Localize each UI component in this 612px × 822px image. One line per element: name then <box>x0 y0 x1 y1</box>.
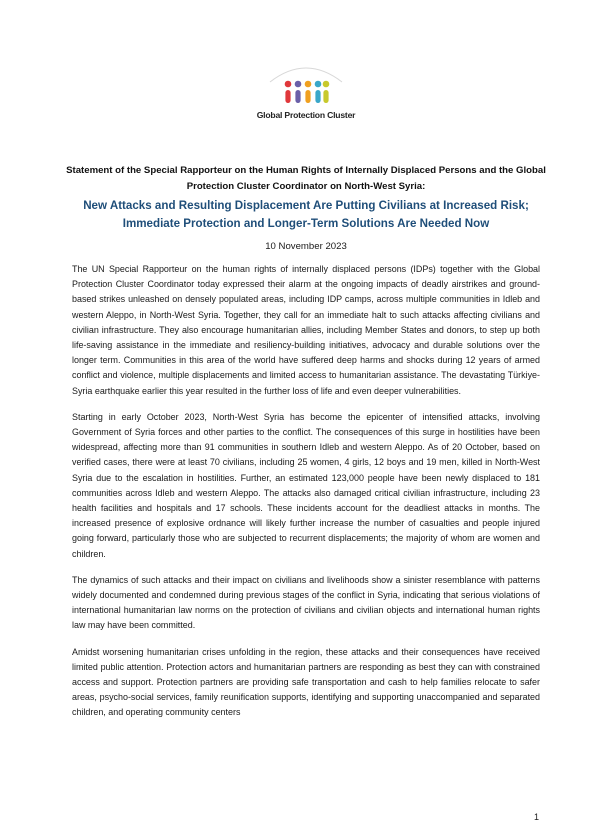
global-protection-cluster-logo <box>254 48 358 124</box>
page-number: 1 <box>534 812 540 822</box>
headline: New Attacks and Resulting Displacement Are Putting Civilians at Increased Risk; Immediate Protection and Longer-Term Solutions Are Needed Now <box>83 199 529 230</box>
paragraph: The dynamics of such attacks and their impact on civilians and livelihoods show a sinister resemblance with patterns widely documented and condemned during previous stages of the conflict in Syria, indicating that serious violations of international humanitarian law norms on the protection of civilians and civilian objects and international human rights law may have been committed. <box>72 574 540 631</box>
paragraph: Starting in early October 2023, North-West Syria has become the epicenter of intensified attacks, involving Government of Syria forces and other parties to the conflict. The consequences of this surge in hostilities have been widespread, affecting more than 91 communities in southern Idleb and western Aleppo. As of 20 October, based on verified cases, there were at least 70 civilians, including 25 women, 4 girls, 12 boys and 19 men, killed in North-West Syria due to the escalation in hostilities. Further, an estimated 123,000 people have been newly displaced to 181 communities across Idleb and western Aleppo. The attacks also damaged critical civilian infrastructure, including 23 health facilities and hospitals and 17 schools. These incidents account for the deadliest attacks in months. The increased presence of explosive ordnance will likely further increase the number of casualties and people injured going forward, particularly those who are subjected to recurrent displacements; the majority of whom are women and children. <box>72 411 540 559</box>
figure-icon <box>305 81 312 103</box>
paragraph: Amidst worsening humanitarian crises unfolding in the region, these attacks and their consequences have received limited public attention. Protection actors and humanitarian partners are responding as best they can with constrained access and support. Protection partners are providing safe transportation and cash to help families relocate to safer areas, psycho-social services, family reunification supports, identifying and supporting unaccompanied and separated children, and operating community centers <box>72 646 540 718</box>
figure-icon <box>285 81 292 103</box>
figure-icon <box>323 81 330 103</box>
logo-text: Global Protection Cluster <box>256 110 356 120</box>
statement-title: Statement of the Special Rapporteur on the Human Rights of Internally Displaced Persons and the Global Protection Cluster Coordinator on North-West Syria: <box>66 165 546 192</box>
statement-date: 10 November 2023 <box>265 241 347 252</box>
figure-icon <box>315 81 322 103</box>
figure-icon <box>295 81 302 103</box>
paragraph: The UN Special Rapporteur on the human rights of internally displaced persons (IDPs) together with the Global Protection Cluster Coordinator today expressed their alarm at the ongoing impacts of deadly airstrikes and ground-based strikes unleashed on densely populated areas, including IDP camps, across multiple communities in Idleb and western Aleppo, in North-West Syria. Together, they call for an immediate halt to such attacks affecting civilians and civilian infrastructure. They also encourage humanitarian allies, including Member States and donors, to step up both life-saving assistance in the immediate and resiliency-building initiatives, advocacy and durable solutions over the longer term. Communities in this area of the world have suffered deep harms and shocks during 12 years of armed conflict and violence, multiple displacements and limited access to humanitarian assistance. The devastating Türkiye-Syria earthquake earlier this year resulted in the further loss of life and even deeper vulnerabilities. <box>72 264 540 396</box>
body-text <box>72 262 540 732</box>
people-figures-icon <box>254 48 358 108</box>
